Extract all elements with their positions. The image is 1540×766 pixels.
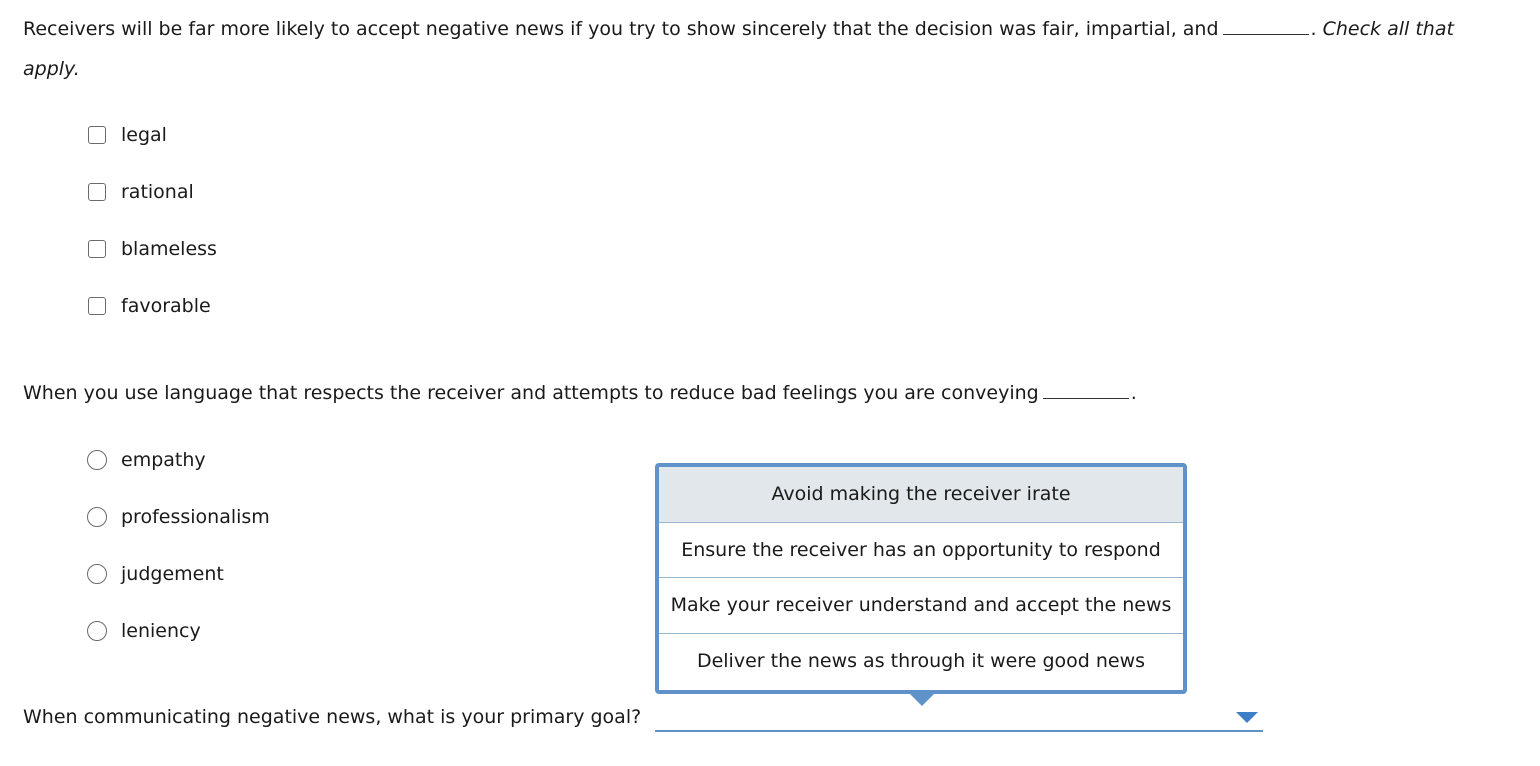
checkbox-option-favorable[interactable] <box>86 293 211 319</box>
answer-blank <box>1043 397 1129 399</box>
dropdown-option-deliver-as-good-news[interactable]: Deliver the news as through it were good news <box>696 650 1146 673</box>
radio-option-professionalism[interactable] <box>86 504 270 530</box>
period: . <box>1310 18 1317 40</box>
question-3-text: When communicating negative news, what is your primary goal? <box>23 706 642 728</box>
radio-button[interactable] <box>87 564 107 584</box>
checkbox[interactable] <box>88 297 106 315</box>
instruction-text: Check all that <box>1322 18 1454 40</box>
question-1-text <box>23 18 1454 40</box>
radio-option-leniency[interactable] <box>86 618 201 644</box>
checkbox[interactable] <box>88 183 106 201</box>
dropdown-option-understand-accept[interactable]: Make your receiver understand and accept the news <box>659 578 1183 634</box>
radio-label: empathy <box>121 449 206 471</box>
chevron-down-icon[interactable] <box>1236 712 1258 723</box>
radio-label: leniency <box>121 620 201 642</box>
checkbox[interactable] <box>88 126 106 144</box>
dropdown-options-popup <box>655 463 1187 694</box>
radio-label: judgement <box>121 563 224 585</box>
instruction-text-continued: apply. <box>23 58 80 80</box>
radio-option-judgement[interactable] <box>86 561 224 587</box>
checkbox-label: favorable <box>121 295 211 317</box>
checkbox-option-rational[interactable] <box>86 179 194 205</box>
checkbox-label: blameless <box>121 238 217 260</box>
checkbox-label: rational <box>121 181 194 203</box>
primary-goal-dropdown[interactable] <box>655 706 1263 732</box>
checkbox-label: legal <box>121 124 167 146</box>
dropdown-option-avoid-irate[interactable]: Avoid making the receiver irate <box>659 467 1183 523</box>
checkbox-option-legal[interactable] <box>86 122 167 148</box>
popup-pointer-icon <box>909 693 935 706</box>
answer-blank <box>1223 33 1309 35</box>
period: . <box>1130 382 1137 404</box>
checkbox-option-blameless[interactable] <box>86 236 217 262</box>
radio-label: professionalism <box>121 506 270 528</box>
question-2-text <box>23 382 1137 404</box>
question-2-prompt: When you use language that respects the receiver and attempts to reduce bad feelings you are conveying <box>23 382 1039 404</box>
checkbox[interactable] <box>88 240 106 258</box>
radio-button[interactable] <box>87 621 107 641</box>
radio-button[interactable] <box>87 450 107 470</box>
radio-option-empathy[interactable] <box>86 447 206 473</box>
radio-button[interactable] <box>87 507 107 527</box>
question-1-prompt: Receivers will be far more likely to accept negative news if you try to show sincerely that the decision was fair, impartial, and <box>23 18 1219 40</box>
dropdown-option-opportunity-to-respond[interactable]: Ensure the receiver has an opportunity to respond <box>659 523 1183 579</box>
